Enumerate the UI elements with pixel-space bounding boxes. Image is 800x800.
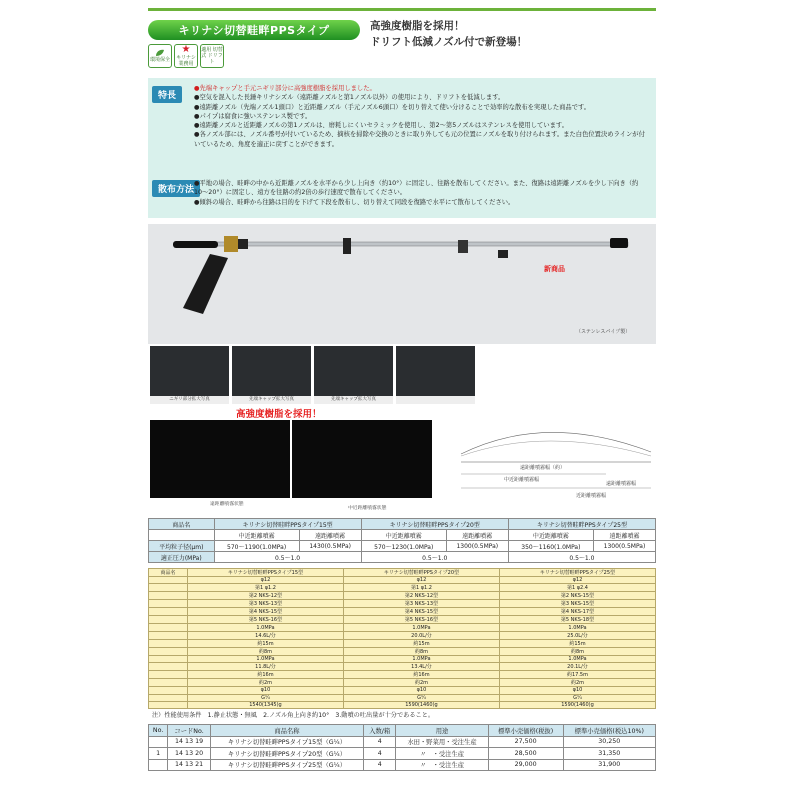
- table-cell: 遠距離噴霧: [299, 530, 361, 541]
- table-row: [149, 639, 656, 647]
- table-row: [149, 592, 656, 600]
- table-cell: キリナシ切替畦畔PPSタイプ20型: [361, 519, 508, 530]
- table-cell: 約15m: [499, 639, 655, 647]
- table-cell: φ12: [499, 577, 655, 584]
- feature-item: ●遠距離ノズルと近距離ノズルの第1ノズルは、磨耗しにくいセラミックを使用し、第2〜第5ノズルはステンレスを使用しています。: [194, 122, 569, 130]
- table-row: [149, 600, 656, 608]
- table-row: [149, 577, 656, 584]
- table-cell: 31,350: [563, 748, 655, 760]
- table-cell: キリナシ切替畦畔PPSタイプ25型（G¼）: [210, 759, 363, 771]
- table-cell: 約15m: [187, 639, 343, 647]
- table-header-row: [149, 725, 656, 737]
- table-cell: 570〜1190(1.0MPa): [214, 541, 299, 552]
- table-cell: 14.6L/分: [187, 631, 343, 639]
- table-row: [149, 679, 656, 687]
- order-table: [148, 724, 656, 771]
- table-cell: 遠距離噴霧: [593, 530, 655, 541]
- table-cell: φ12: [187, 577, 343, 584]
- table-cell: 1: [149, 748, 168, 760]
- usage-list: [194, 179, 650, 207]
- table-row: [149, 663, 656, 671]
- new-product-label: 新商品: [544, 265, 565, 273]
- table-row: [149, 759, 656, 771]
- table-row: [149, 624, 656, 631]
- column-header: 標準小売価格(税込10%): [563, 725, 655, 737]
- table-cell: [149, 631, 188, 639]
- table-cell: [149, 694, 188, 701]
- table-cell: 1.0MPa: [499, 624, 655, 631]
- table-row: [149, 647, 656, 655]
- table-cell: キリナシ切替畦畔PPSタイプ15型: [214, 519, 361, 530]
- table-cell: 1.0MPa: [343, 655, 499, 662]
- table-cell: 31,900: [563, 759, 655, 771]
- table-row: [149, 608, 656, 616]
- usage-item: ●平地の場合、畦畔の中から近距離ノズルを水平から少し上向き（約10°）に固定し、往路を散布してください。また、復路は遠距離ノズルを少し下向き（約10〜20°）に固定し、遠方を往路の約2倍の歩行速度で散布してください。: [194, 180, 639, 197]
- table-cell: 約2m: [187, 679, 343, 687]
- table-cell: φ10: [187, 687, 343, 694]
- feature-item: ●空気を混入した長錘キリナシズル（遠距離ノズルと第1ノズル以外）の使用により、ドリフトを低減します。: [194, 94, 505, 102]
- table-row: [149, 631, 656, 639]
- table-cell: 30,250: [563, 736, 655, 748]
- table-cell: 14 13 19: [168, 736, 211, 748]
- feature-item: ●パイプは腐食に強いステンレス製です。: [194, 112, 312, 120]
- table-cell: 0.5〜1.0: [361, 552, 508, 563]
- diagram-label: 遠距離噴霧幅: [606, 481, 637, 487]
- table-cell: 11.8L/分: [187, 663, 343, 671]
- table-cell: 第5 NKS-16型: [187, 616, 343, 624]
- table-cell: [149, 608, 188, 616]
- table-cell: キリナシ切替畦畔PPSタイプ20型（G¼）: [210, 748, 363, 760]
- thumb-caption: 先端キャップ拡大写真: [232, 396, 311, 404]
- table-cell: キリナシ切替畦畔PPSタイプ25型: [508, 519, 655, 530]
- thumb-caption: 先端キャップ拡大写真: [314, 396, 393, 404]
- table-cell: 第4 NKS-15型: [343, 608, 499, 616]
- table-cell: 水田・野菜用・受注生産: [396, 736, 488, 748]
- table-cell: 第3 NKS-13型: [343, 600, 499, 608]
- feature-item: ●各ノズル部には、ノズル番号が付いているため、摘核を掃除や交換のときに取り外しても元の位置にノズルを取り付けられます。また白色位置決めラインが付いているため、角度を適正に戻すことができます。: [194, 131, 645, 148]
- table-cell: キリナシ切替畦畔PPSタイプ25型: [499, 569, 655, 577]
- table-cell: [149, 736, 168, 748]
- table-cell: 0.5〜1.0: [508, 552, 655, 563]
- table-cell: キリナシ切替畦畔PPSタイプ15型: [187, 569, 343, 577]
- table-row: [149, 694, 656, 701]
- column-header: 商品名称: [210, 725, 363, 737]
- table-cell: [149, 639, 188, 647]
- table-cell: [149, 584, 188, 592]
- product-photo: [148, 224, 656, 344]
- table-cell: 1430(0.5MPa): [299, 541, 361, 552]
- table-cell: 第5 NKS-16型: [343, 616, 499, 624]
- badge-row: [148, 44, 224, 68]
- column-header: 入数/箱: [364, 725, 396, 737]
- table-cell: 中近距離噴霧: [508, 530, 593, 541]
- spec-table: [148, 518, 656, 563]
- badge-text: 環境保全: [149, 57, 170, 63]
- table-cell: 1.0MPa: [187, 655, 343, 662]
- table-cell: 第3 NKS-15型: [499, 600, 655, 608]
- thumb-nozzle: [396, 346, 475, 404]
- table-cell: 1300(0.5MPa): [593, 541, 655, 552]
- spray-diagram: [456, 418, 656, 510]
- headline-line-2: ドリフト低減ノズル付で新登場！: [370, 36, 528, 48]
- detail-table: [148, 568, 656, 709]
- table-cell: 14 13 21: [168, 759, 211, 771]
- table-cell: 4: [364, 736, 396, 748]
- table-row: [149, 687, 656, 694]
- table-cell: 1300(0.5MPa): [446, 541, 508, 552]
- table-row: [149, 748, 656, 760]
- feature-item: ●先端キャップと手元ニギリ部分に高強度樹脂を採用しました。: [194, 85, 376, 92]
- features-label: 特長: [152, 86, 182, 103]
- features-list: [194, 84, 650, 149]
- table-cell: キリナシ切替畦畔PPSタイプ20型: [343, 569, 499, 577]
- table-cell: [149, 647, 188, 655]
- table-cell: 約15m: [343, 639, 499, 647]
- table-cell: [149, 616, 188, 624]
- table-cell: [149, 671, 188, 679]
- table-cell: [149, 577, 188, 584]
- table-cell: 25.0L/分: [499, 631, 655, 639]
- table-cell: [149, 687, 188, 694]
- table-row: [149, 671, 656, 679]
- table-row: [149, 569, 656, 577]
- table-cell: [149, 663, 188, 671]
- column-header: 用途: [396, 725, 488, 737]
- table-cell: 第2 NKS-12型: [343, 592, 499, 600]
- spray-caption-far: 遠距離噴霧状態: [210, 502, 244, 507]
- table-cell: キリナシ切替畦畔PPSタイプ15型（G¼）: [210, 736, 363, 748]
- table-cell: 29,000: [488, 759, 563, 771]
- table-cell: 第1 φ2.4: [499, 584, 655, 592]
- table-cell: 約2m: [343, 679, 499, 687]
- thumb-cap-1: [232, 346, 311, 404]
- table-cell: 第1 φ1.2: [187, 584, 343, 592]
- badge-text: キリナシ 業務用: [176, 55, 196, 67]
- table-cell: 4: [364, 748, 396, 760]
- table-cell: 第2 NKS-15型: [499, 592, 655, 600]
- table-cell: 1.0MPa: [499, 655, 655, 662]
- table-cell: 中近距離噴霧: [361, 530, 446, 541]
- table-cell: 第3 NKS-13型: [187, 600, 343, 608]
- table-cell: 第4 NKS-15型: [187, 608, 343, 616]
- spray-photo-far: [150, 420, 290, 498]
- column-header: コードNo.: [168, 725, 211, 737]
- table-cell: G¼: [187, 694, 343, 701]
- table-row: [149, 584, 656, 592]
- star-icon: ★ キリナシ 業務用: [174, 44, 198, 68]
- top-rule: [148, 8, 656, 11]
- diagram-label: 近距離噴霧幅: [576, 493, 607, 499]
- table-cell: φ12: [343, 577, 499, 584]
- table-cell: 〃 ・受注生産: [396, 759, 488, 771]
- table-cell: 約8m: [499, 647, 655, 655]
- spray-caption-near: 中近距離噴霧状態: [348, 506, 387, 511]
- usage-label: 散布方法: [152, 180, 200, 197]
- table-cell: 商品名: [149, 519, 215, 530]
- table-cell: 1.0MPa: [343, 624, 499, 631]
- table-cell: 第4 NKS-17型: [499, 608, 655, 616]
- table-cell: 20.1L/分: [499, 663, 655, 671]
- diagram-label: 中近距離噴霧幅: [504, 477, 540, 483]
- table-cell: 14 13 20: [168, 748, 211, 760]
- table-cell: 約8m: [187, 647, 343, 655]
- table-cell: 4: [364, 759, 396, 771]
- table-cell: 約2m: [499, 679, 655, 687]
- sprayer-illustration: [148, 224, 656, 344]
- table-row: [149, 701, 656, 708]
- table-row: [149, 655, 656, 662]
- resin-title: 高強度樹脂を採用！: [236, 409, 322, 420]
- table-cell: G¼: [499, 694, 655, 701]
- product-title: キリナシ切替畦畔PPSタイプ: [148, 20, 360, 40]
- table-cell: 適正圧力(MPa): [149, 552, 215, 563]
- table-cell: 約17.5m: [499, 671, 655, 679]
- feature-item: ●遠距離ノズル（先端ノズル1頭口）と近距離ノズル（手元ノズル6頭口）を切り替えて使い分けることで効率的な散布を実現した商品です。: [194, 103, 591, 111]
- thumbnail-row: [150, 346, 475, 404]
- table-cell: 商品名: [149, 569, 188, 577]
- table-row: [149, 616, 656, 624]
- thumb-grip: [150, 346, 229, 404]
- table-cell: [149, 655, 188, 662]
- table-cell: 27,500: [488, 736, 563, 748]
- table-cell: 350〜1160(1.0MPa): [508, 541, 593, 552]
- column-header: 標準小売価格(税抜): [488, 725, 563, 737]
- table-cell: 20.0L/分: [343, 631, 499, 639]
- table-cell: [149, 759, 168, 771]
- table-cell: 28,500: [488, 748, 563, 760]
- table-cell: 1540(1345)g: [187, 701, 343, 708]
- usage-item: ●傾斜の場合、畦畔から往路は目的を下げて下段を散布し、切り替えて同段を復路で水平にて散布してください。: [194, 198, 515, 206]
- spray-photo-near: [292, 420, 432, 498]
- table-cell: 約16m: [187, 671, 343, 679]
- table-cell: 第2 NKS-12型: [187, 592, 343, 600]
- nozzle-icon: [200, 44, 224, 68]
- leaf-icon: [148, 44, 172, 68]
- table-cell: [149, 624, 188, 631]
- table-cell: 約8m: [343, 647, 499, 655]
- headline-line-1: 高強度樹脂を採用！: [370, 20, 465, 32]
- table-cell: 第5 NKS-18型: [499, 616, 655, 624]
- table-cell: 第1 φ1.2: [343, 584, 499, 592]
- table-cell: [149, 600, 188, 608]
- table-cell: 1.0MPa: [187, 624, 343, 631]
- table-cell: 約16m: [343, 671, 499, 679]
- table-cell: 〃 ・受注生産: [396, 748, 488, 760]
- thumb-caption: [396, 396, 475, 404]
- table-cell: [149, 679, 188, 687]
- table-cell: 13.4L/分: [343, 663, 499, 671]
- table-cell: [149, 701, 188, 708]
- table-cell: 遠距離噴霧: [446, 530, 508, 541]
- table-cell: 中近距離噴霧: [214, 530, 299, 541]
- table-cell: φ10: [499, 687, 655, 694]
- table-cell: G¼: [343, 694, 499, 701]
- table-cell: φ10: [343, 687, 499, 694]
- diagram-label: 遠距離噴霧幅（約）: [520, 465, 566, 471]
- badge-text: 適用 切替式 ドリフト: [201, 47, 223, 65]
- table-cell: [149, 592, 188, 600]
- table-cell: 0.5〜1.0: [214, 552, 361, 563]
- table-row: [149, 736, 656, 748]
- table-cell: 570〜1230(1.0MPa): [361, 541, 446, 552]
- column-header: No.: [149, 725, 168, 737]
- performance-note: 注）性能使用条件 1.静止状態・無風 2.ノズル角上向き約10° 3.動噴の吐出量が十分であること。: [152, 712, 435, 719]
- thumb-caption: ニギリ部分拡大写真: [150, 396, 229, 404]
- photo-caption: （ステンレスパイプ製）: [576, 329, 631, 335]
- thumb-cap-2: [314, 346, 393, 404]
- table-cell: 1590(1460)g: [343, 701, 499, 708]
- table-cell: 1590(1460)g: [499, 701, 655, 708]
- headline: [370, 18, 527, 50]
- table-cell: 平均粒子径(μm): [149, 541, 215, 552]
